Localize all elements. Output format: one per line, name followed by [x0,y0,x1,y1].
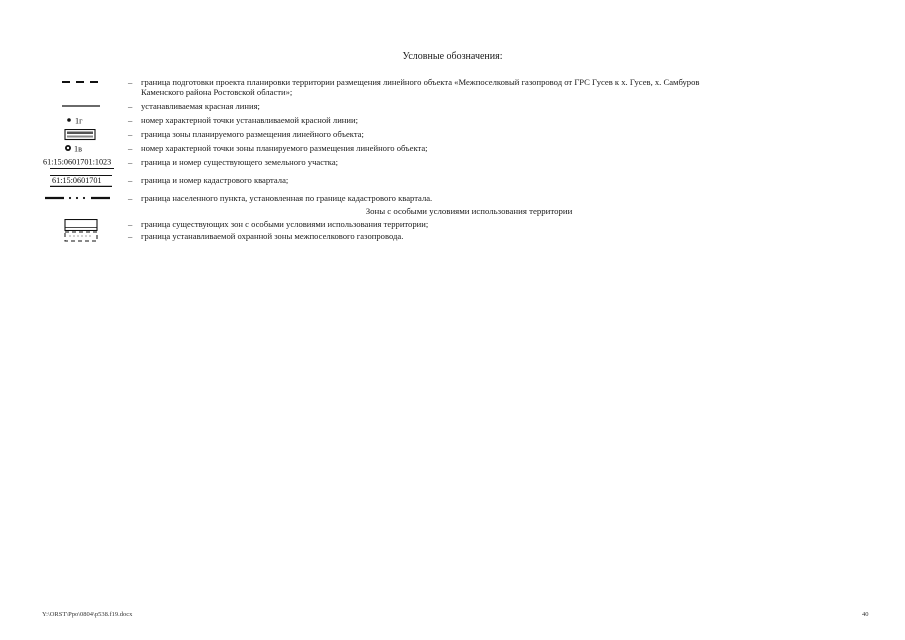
legend-dash: – [128,77,133,87]
legend-row-parcel [40,157,860,171]
legend-row-red-line-point [40,115,860,129]
ring-point-label: 1в [74,144,82,154]
parcel-symbol [40,157,120,169]
legend-row-placement-zone [40,129,860,143]
legend-dash: – [128,231,133,241]
parcel-label: 61:15:0601701:1023 [43,157,112,167]
legend-row-red-line [40,101,860,115]
legend-title: Условные обозначения: [402,51,503,62]
legend-text: граница устанавливаемой охранной зоны межпоселкового газопровода. [141,231,404,241]
footer-page-number: 40 [862,611,869,618]
legend-text: граница существующих зон с особыми условиями использования территории; [141,219,429,229]
legend-text: граница населенного пункта, установленная по границе кадастрового квартала. [141,193,433,203]
legend-row-zone-point [40,143,860,157]
legend-text: номер характерной точки устанавливаемой красной линии; [141,115,358,125]
legend-dash: – [128,101,133,111]
legend-text-line-1: граница подготовки проекта планировки территории размещения линейного объекта «Межпоселковый газопровод от ГРС Гусев к х. Гусев, х. Самбуров [141,77,700,87]
legend-text: граница и номер кадастрового квартала; [141,175,289,185]
dashed-line-symbol [40,77,120,89]
legend-row-cadastral-quarter [40,175,860,189]
legend-dash: – [128,115,133,125]
legend-dash: – [128,219,133,229]
legend-text: граница и номер существующего земельного участка; [141,157,339,167]
legend-dash: – [128,175,133,185]
legend-dash: – [128,193,133,203]
solid-line-symbol [40,101,120,113]
legend-dash: – [128,143,133,153]
quarter-symbol [40,175,120,187]
legend-row-settlement [40,193,860,207]
footer-file-path: Y:\ORST\Ppo\0804\p538.f19.docx [42,611,133,618]
legend-text [141,77,861,97]
quarter-label: 61:15:0601701 [52,176,102,185]
dash-dot-line-symbol [40,193,120,205]
legend-dash: – [128,157,133,167]
legend-dash: – [128,129,133,139]
ring-point-symbol [40,143,120,155]
point-symbol [40,115,120,127]
legend-text: граница зоны планируемого размещения линейного объекта; [141,129,364,139]
protect-box-symbol [40,231,120,243]
legend-row-protective-zone [40,231,860,245]
legend-text: устанавливаемая красная линия; [141,101,260,111]
legend-text-line-2: Каменского района Ростовской области»; [141,87,293,97]
legend-row-planning-boundary [40,77,860,101]
zone-box-symbol [40,219,120,231]
hatched-box-symbol [40,129,120,141]
point-label: 1г [75,116,83,126]
legend-text: номер характерной точки зоны планируемого размещения линейного объекта; [141,143,428,153]
zones-subheading: Зоны с особыми условиями использования территории [365,206,573,216]
